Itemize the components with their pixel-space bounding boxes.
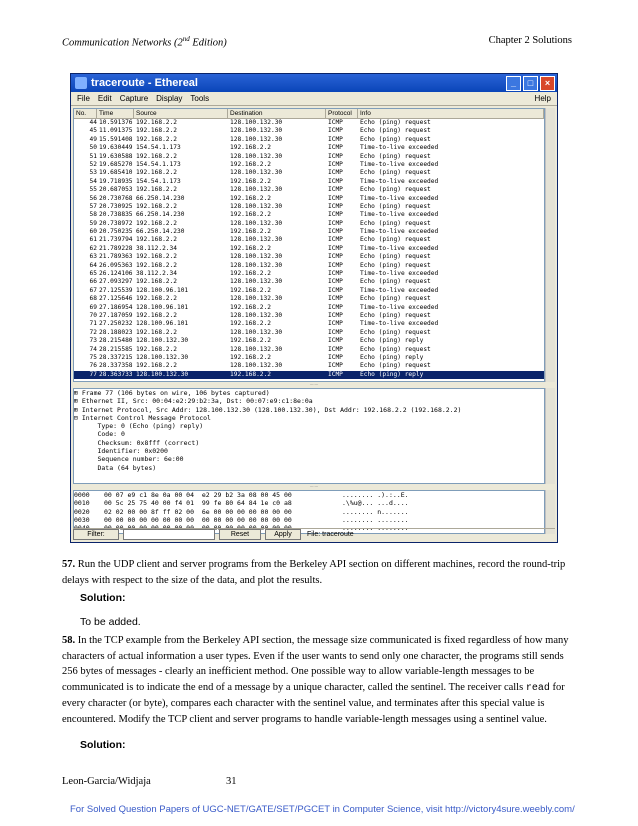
packet-proto: ICMP bbox=[328, 345, 343, 353]
packet-row[interactable] bbox=[74, 178, 544, 186]
packet-details-pane bbox=[73, 388, 545, 484]
hex-off: 0030 bbox=[74, 515, 90, 524]
packet-src: 128.100.132.30 bbox=[136, 353, 189, 361]
packet-info: Time-to-live exceeded bbox=[360, 270, 439, 278]
packet-info: Time-to-live exceeded bbox=[360, 144, 439, 152]
details-scrollbar[interactable] bbox=[545, 388, 555, 484]
packet-no: 57 bbox=[89, 202, 97, 210]
hex-hex: 00 00 bbox=[115, 524, 222, 533]
packet-src: 192.168.2.2 bbox=[136, 186, 177, 194]
close-icon[interactable]: × bbox=[540, 76, 555, 91]
detail-tree-item[interactable]: Checksum: 0x8fff (correct) bbox=[74, 438, 200, 447]
packet-info: Echo (ping) request bbox=[360, 261, 431, 269]
packet-time: 28.337358 bbox=[99, 362, 133, 370]
packet-dst: 192.168.2.2 bbox=[230, 160, 271, 168]
packet-no: 64 bbox=[89, 261, 97, 269]
packet-dst: 128.100.132.30 bbox=[230, 236, 283, 244]
packet-src: 192.168.2.2 bbox=[136, 278, 177, 286]
packet-info: Echo (ping) request bbox=[360, 219, 431, 227]
packet-time: 27.125539 bbox=[99, 286, 133, 294]
packet-no: 70 bbox=[89, 311, 97, 319]
packet-dst: 192.168.2.2 bbox=[230, 211, 271, 219]
packet-src: 192.168.2.2 bbox=[136, 295, 177, 303]
packet-info: Time-to-live exceeded bbox=[360, 286, 439, 294]
packet-dst: 128.100.132.30 bbox=[230, 169, 283, 177]
packet-time: 15.591408 bbox=[99, 135, 133, 143]
packet-time: 27.187059 bbox=[99, 311, 133, 319]
packet-info: Echo (ping) request bbox=[360, 236, 431, 244]
packet-proto: ICMP bbox=[328, 228, 343, 236]
packet-src: 192.168.2.2 bbox=[136, 219, 177, 227]
column-header-source[interactable]: Source bbox=[134, 109, 228, 118]
packet-dst: 128.100.132.30 bbox=[230, 362, 283, 370]
packet-proto: ICMP bbox=[328, 311, 343, 319]
packet-info: Echo (ping) request bbox=[360, 295, 431, 303]
packet-time: 20.730925 bbox=[99, 202, 133, 210]
packet-src: 192.168.2.2 bbox=[136, 119, 177, 126]
packet-info: Time-to-live exceeded bbox=[360, 211, 439, 219]
column-header-no[interactable]: No. bbox=[74, 109, 97, 118]
packet-dst: 128.100.132.30 bbox=[230, 261, 283, 269]
packet-info: Time-to-live exceeded bbox=[360, 303, 439, 311]
packet-dst: 192.168.2.2 bbox=[230, 286, 271, 294]
hex-row bbox=[74, 508, 544, 516]
hex-off: 0020 bbox=[74, 507, 90, 516]
packet-no: 51 bbox=[89, 152, 97, 160]
window-title: traceroute - Ethereal bbox=[91, 77, 198, 89]
packet-proto: ICMP bbox=[328, 236, 343, 244]
packet-src: 192.168.2.2 bbox=[136, 311, 177, 319]
ethereal-window bbox=[70, 73, 558, 543]
packet-row[interactable] bbox=[74, 161, 544, 169]
packet-row[interactable] bbox=[74, 186, 544, 194]
packet-dst: 128.100.132.30 bbox=[230, 119, 283, 126]
packet-time: 19.685270 bbox=[99, 160, 133, 168]
pane-splitter-2[interactable]: ....... bbox=[73, 485, 555, 489]
menu-help[interactable]: Help bbox=[534, 94, 551, 103]
footer-page-number: 31 bbox=[226, 776, 237, 787]
packet-info: Echo (ping) request bbox=[360, 169, 431, 177]
packet-dst: 128.100.132.30 bbox=[230, 328, 283, 336]
question-58-text-a: In the TCP example from the Berkeley API section, the message size communicated is fixed regardless of how many characters of actual information a user types. Even if the user wants to send only one character, the programs still sends 256 bytes of messages - clearly an inefficient method. One possible way to allow variable-length messages to be communicated is to indicate the end of a message by a unique character, called the sentinel. The receiver calls bbox=[62, 635, 569, 693]
menu-tools[interactable]: Tools bbox=[190, 94, 210, 103]
packet-time: 28.215585 bbox=[99, 345, 133, 353]
packet-info: Time-to-live exceeded bbox=[360, 160, 439, 168]
packet-time: 27.250232 bbox=[99, 320, 133, 328]
packet-time: 20.738835 bbox=[99, 211, 133, 219]
packet-proto: ICMP bbox=[328, 244, 343, 252]
packet-row[interactable] bbox=[74, 346, 544, 354]
packet-time: 26.095363 bbox=[99, 261, 133, 269]
packet-dst: 192.168.2.2 bbox=[230, 270, 271, 278]
packet-info: Echo (ping) reply bbox=[360, 353, 424, 361]
packet-row[interactable] bbox=[74, 153, 544, 161]
packet-no: 75 bbox=[89, 353, 97, 361]
packet-dst: 128.100.132.30 bbox=[230, 295, 283, 303]
packet-dst: 192.168.2.2 bbox=[230, 244, 271, 252]
packet-row[interactable] bbox=[74, 127, 544, 135]
hex-hex: 00 00 00 00 00 00 00 00 00 00 00 00 00 00 00 00 bbox=[104, 515, 292, 524]
packet-time: 11.091375 bbox=[99, 127, 133, 135]
menu-capture[interactable]: Capture bbox=[119, 94, 149, 103]
packet-row[interactable] bbox=[74, 169, 544, 177]
packet-dst: 128.100.132.30 bbox=[230, 202, 283, 210]
packet-dst: 128.100.132.30 bbox=[230, 278, 283, 286]
packet-proto: ICMP bbox=[328, 320, 343, 328]
hex-hex: 00 07 e9 c1 8e 0a 00 04 e2 29 b2 3a 08 00 45 00 bbox=[104, 491, 292, 499]
packet-time: 20.738972 bbox=[99, 219, 133, 227]
solution-57-text: To be added. bbox=[80, 616, 141, 628]
packet-proto: ICMP bbox=[328, 295, 343, 303]
packet-row[interactable] bbox=[74, 312, 544, 320]
packet-no: 71 bbox=[89, 320, 97, 328]
packet-info: Echo (ping) reply bbox=[360, 370, 424, 378]
packet-row[interactable] bbox=[74, 362, 544, 370]
question-58 bbox=[62, 633, 576, 727]
packet-no: 54 bbox=[89, 177, 97, 185]
packet-src: 154.54.1.173 bbox=[136, 144, 181, 152]
packet-info: Echo (ping) request bbox=[360, 152, 431, 160]
packet-src: 192.168.2.2 bbox=[136, 328, 177, 336]
packet-proto: ICMP bbox=[328, 261, 343, 269]
packet-dst: 192.168.2.2 bbox=[230, 144, 271, 152]
packet-row[interactable] bbox=[74, 236, 544, 244]
packet-info: Time-to-live exceeded bbox=[360, 244, 439, 252]
packet-info: Echo (ping) request bbox=[360, 362, 431, 370]
hex-ascii: ........ n....... bbox=[342, 507, 409, 516]
ethereal-app-icon bbox=[75, 77, 87, 89]
reset-button[interactable]: Reset bbox=[219, 529, 261, 540]
packet-proto: ICMP bbox=[328, 211, 343, 219]
question-57-text: Run the UDP client and server programs from the Berkeley API section on different machines, record the round-trip delays with respect to the size of the data, and plot the results. bbox=[62, 559, 566, 586]
filter-button[interactable]: Filter: bbox=[73, 529, 119, 540]
packet-dst: 192.168.2.2 bbox=[230, 370, 271, 378]
packet-src: 192.168.2.2 bbox=[136, 345, 177, 353]
packet-no: 61 bbox=[89, 236, 97, 244]
hex-ascii: .\%u@... ...d.... bbox=[342, 499, 409, 508]
packet-dst: 128.100.132.30 bbox=[230, 219, 283, 227]
packet-row[interactable] bbox=[74, 220, 544, 228]
packet-row[interactable] bbox=[74, 203, 544, 211]
packet-src: 192.168.2.2 bbox=[136, 253, 177, 261]
packet-proto: ICMP bbox=[328, 186, 343, 194]
packet-proto: ICMP bbox=[328, 328, 343, 336]
packet-dst: 192.168.2.2 bbox=[230, 320, 271, 328]
packet-src: 38.112.2.34 bbox=[136, 244, 177, 252]
hex-hex: 00 5c 25 75 40 00 f4 01 99 fe 80 64 84 1e c0 a8 bbox=[104, 499, 292, 508]
packet-info: Echo (ping) request bbox=[360, 127, 431, 135]
apply-button[interactable]: Apply bbox=[265, 529, 301, 540]
packet-info: Echo (ping) request bbox=[360, 135, 431, 143]
packet-dst: 192.168.2.2 bbox=[230, 337, 271, 345]
packet-info: Echo (ping) request bbox=[360, 328, 431, 336]
packet-src: 66.250.14.230 bbox=[136, 228, 185, 236]
packet-info: Time-to-live exceeded bbox=[360, 177, 439, 185]
packet-no: 60 bbox=[89, 228, 97, 236]
hex-row bbox=[74, 516, 544, 524]
hex-rows bbox=[74, 491, 544, 532]
detail-tree-item[interactable]: Code: 0 bbox=[74, 430, 125, 439]
packet-src: 128.100.96.101 bbox=[136, 303, 189, 311]
footer-author: Leon-Garcia/Widjaja bbox=[62, 776, 151, 787]
packet-dst: 128.100.132.30 bbox=[230, 345, 283, 353]
packet-no: 62 bbox=[89, 244, 97, 252]
packet-no: 53 bbox=[89, 169, 97, 177]
packet-no: 77 bbox=[89, 370, 97, 378]
hex-ascii: ........ ........ bbox=[342, 515, 409, 524]
hex-ascii: ........ ........ bbox=[342, 524, 409, 533]
footer-banner[interactable]: For Solved Question Papers of UGC-NET/GATE/SET/PGCET in Computer Science, visit http://victory4sure.weebly.com/ bbox=[70, 804, 575, 815]
packet-no: 73 bbox=[89, 337, 97, 345]
packet-proto: ICMP bbox=[328, 370, 343, 378]
packet-proto: ICMP bbox=[328, 202, 343, 210]
column-header-time[interactable]: Time bbox=[97, 109, 134, 118]
packet-proto: ICMP bbox=[328, 177, 343, 185]
packet-src: 128.100.132.30 bbox=[136, 370, 189, 378]
packet-proto: ICMP bbox=[328, 286, 343, 294]
packet-dst: 128.100.132.30 bbox=[230, 152, 283, 160]
packet-dst: 192.168.2.2 bbox=[230, 228, 271, 236]
packet-time: 27.125646 bbox=[99, 295, 133, 303]
packet-time: 21.789228 bbox=[99, 244, 133, 252]
packet-proto: ICMP bbox=[328, 152, 343, 160]
packet-time: 27.186954 bbox=[99, 303, 133, 311]
status-file: File: traceroute bbox=[307, 531, 354, 538]
hex-ascii: ........ .).:..E. bbox=[342, 491, 409, 499]
packet-no: 50 bbox=[89, 144, 97, 152]
detail-tree-item[interactable]: Data (64 bytes) bbox=[74, 463, 157, 472]
packet-no: 55 bbox=[89, 186, 97, 194]
packet-proto: ICMP bbox=[328, 362, 343, 370]
packet-row[interactable] bbox=[74, 136, 544, 144]
packet-proto: ICMP bbox=[328, 278, 343, 286]
packet-time: 21.789363 bbox=[99, 253, 133, 261]
detail-tree-item[interactable]: ⊞ Ethernet II, Src: 00:04:e2:29:b2:3a, Dst: 00:07:e9:c1:8e:0a bbox=[74, 397, 313, 406]
packet-row[interactable] bbox=[74, 320, 544, 328]
hex-row bbox=[74, 491, 544, 499]
packet-no: 66 bbox=[89, 278, 97, 286]
packet-no: 58 bbox=[89, 211, 97, 219]
window-titlebar[interactable] bbox=[71, 74, 557, 92]
hex-hex: 02 02 00 00 8f ff 02 00 6e 00 00 00 00 00 00 00 bbox=[104, 507, 292, 516]
packet-no: 59 bbox=[89, 219, 97, 227]
packet-dst: 128.100.132.30 bbox=[230, 127, 283, 135]
solution-58-label: Solution: bbox=[80, 739, 126, 751]
packet-proto: ICMP bbox=[328, 169, 343, 177]
packet-row[interactable] bbox=[74, 295, 544, 303]
packet-row[interactable] bbox=[74, 304, 544, 312]
packet-time: 19.718935 bbox=[99, 177, 133, 185]
packet-row[interactable] bbox=[74, 228, 544, 236]
packet-proto: ICMP bbox=[328, 194, 343, 202]
status-bar bbox=[73, 528, 555, 540]
packet-no: 69 bbox=[89, 303, 97, 311]
menu-display[interactable]: Display bbox=[156, 94, 183, 103]
packet-time: 20.687053 bbox=[99, 186, 133, 194]
packet-info: Echo (ping) reply bbox=[360, 337, 424, 345]
packet-info: Echo (ping) request bbox=[360, 345, 431, 353]
packet-proto: ICMP bbox=[328, 337, 343, 345]
packet-no: 49 bbox=[89, 135, 97, 143]
packet-row[interactable] bbox=[74, 329, 544, 337]
packet-src: 192.168.2.2 bbox=[136, 362, 177, 370]
packet-src: 38.112.2.34 bbox=[136, 270, 177, 278]
packet-time: 28.337215 bbox=[99, 353, 133, 361]
packet-no: 45 bbox=[89, 127, 97, 135]
packet-src: 192.168.2.2 bbox=[136, 202, 177, 210]
packet-src: 154.54.1.173 bbox=[136, 160, 181, 168]
packet-row[interactable] bbox=[74, 287, 544, 295]
packet-proto: ICMP bbox=[328, 253, 343, 261]
column-header-destination[interactable]: Destination bbox=[228, 109, 326, 118]
packet-row[interactable] bbox=[74, 253, 544, 261]
packet-info: Time-to-live exceeded bbox=[360, 228, 439, 236]
packet-proto: ICMP bbox=[328, 127, 343, 135]
packet-proto: ICMP bbox=[328, 119, 343, 126]
packet-proto: ICMP bbox=[328, 303, 343, 311]
minimize-icon[interactable]: _ bbox=[506, 76, 521, 91]
page-header-left: Communication Networks (2nd Edition) bbox=[62, 35, 227, 49]
packet-proto: ICMP bbox=[328, 144, 343, 152]
packet-src: 192.168.2.2 bbox=[136, 261, 177, 269]
packet-list-header bbox=[74, 109, 544, 119]
hex-row bbox=[74, 499, 544, 507]
hex-off: 0010 bbox=[74, 499, 90, 508]
menu-edit[interactable]: Edit bbox=[97, 94, 112, 103]
packet-time: 20.750235 bbox=[99, 228, 133, 236]
packet-row[interactable] bbox=[74, 262, 544, 270]
packet-no: 65 bbox=[89, 270, 97, 278]
detail-tree-item[interactable]: Identifier: 0x0200 bbox=[74, 447, 168, 456]
packet-dst: 192.168.2.2 bbox=[230, 194, 271, 202]
packet-time: 28.215480 bbox=[99, 337, 133, 345]
solution-57-label: Solution: bbox=[80, 592, 126, 604]
packet-row[interactable] bbox=[74, 337, 544, 345]
packet-time: 10.591376 bbox=[99, 119, 133, 126]
question-57-number: 57. bbox=[62, 559, 76, 570]
packet-row[interactable] bbox=[74, 270, 544, 278]
question-57 bbox=[62, 557, 576, 588]
packet-row[interactable] bbox=[74, 278, 544, 286]
column-header-info[interactable]: Info bbox=[358, 109, 544, 118]
packet-info: Time-to-live exceeded bbox=[360, 194, 439, 202]
packet-dst: 192.168.2.2 bbox=[230, 303, 271, 311]
packet-info: Echo (ping) request bbox=[360, 253, 431, 261]
question-58-number: 58. bbox=[62, 635, 76, 646]
menu-file[interactable]: File bbox=[77, 94, 90, 103]
packet-dst: 128.100.132.30 bbox=[230, 253, 283, 261]
packet-src: 192.168.2.2 bbox=[136, 127, 177, 135]
packet-no: 68 bbox=[89, 295, 97, 303]
page-header-right: Chapter 2 Solutions bbox=[488, 35, 572, 46]
packet-list-pane bbox=[73, 108, 545, 382]
packet-time: 20.730768 bbox=[99, 194, 133, 202]
packet-src: 66.250.14.230 bbox=[136, 194, 185, 202]
packet-info: Echo (ping) request bbox=[360, 186, 431, 194]
detail-tree-item[interactable]: Sequence number: 6e:00 bbox=[74, 455, 184, 464]
question-58-code: read bbox=[525, 682, 550, 694]
packet-info: Echo (ping) request bbox=[360, 278, 431, 286]
packet-time: 19.630588 bbox=[99, 152, 133, 160]
menu-bar bbox=[71, 92, 557, 106]
packet-rows bbox=[74, 119, 544, 379]
packet-src: 154.54.1.173 bbox=[136, 177, 181, 185]
packet-src: 66.250.14.230 bbox=[136, 211, 185, 219]
packet-row[interactable] bbox=[74, 371, 544, 379]
packet-time: 21.739794 bbox=[99, 236, 133, 244]
packet-row[interactable] bbox=[74, 195, 544, 203]
packet-proto: ICMP bbox=[328, 160, 343, 168]
filter-input[interactable] bbox=[123, 529, 215, 540]
packet-src: 192.168.2.2 bbox=[136, 152, 177, 160]
detail-tree-item[interactable]: Type: 0 (Echo (ping) reply) bbox=[74, 422, 204, 431]
detail-tree-item[interactable]: ⊞ Internet Protocol, Src Addr: 128.100.132.30 (128.100.132.30), Dst Addr: 192.168.2.2 (192.168.2.2) bbox=[74, 405, 462, 414]
detail-tree-item[interactable]: ⊞ Frame 77 (106 bytes on wire, 106 bytes captured) bbox=[74, 389, 270, 397]
packet-list-scrollbar[interactable] bbox=[545, 108, 555, 382]
packet-dst: 192.168.2.2 bbox=[230, 177, 271, 185]
packet-info: Echo (ping) request bbox=[360, 119, 431, 126]
pane-splitter[interactable]: ....... bbox=[73, 383, 555, 387]
packet-info: Echo (ping) request bbox=[360, 311, 431, 319]
packet-time: 28.188023 bbox=[99, 328, 133, 336]
packet-dst: 128.100.132.30 bbox=[230, 135, 283, 143]
packet-proto: ICMP bbox=[328, 219, 343, 227]
packet-src: 128.100.132.30 bbox=[136, 337, 189, 345]
packet-proto: ICMP bbox=[328, 270, 343, 278]
packet-no: 44 bbox=[89, 119, 97, 126]
packet-row[interactable] bbox=[74, 144, 544, 152]
packet-no: 67 bbox=[89, 286, 97, 294]
packet-dst: 128.100.132.30 bbox=[230, 311, 283, 319]
packet-proto: ICMP bbox=[328, 135, 343, 143]
question-58-text-b: for every character (or byte), compares each character with the sentinel value, and terminates after this special value is encountered. Modify the TCP client and server programs to handle variable-length messages using a sentinel value. bbox=[62, 681, 565, 725]
packet-row[interactable] bbox=[74, 354, 544, 362]
packet-no: 74 bbox=[89, 345, 97, 353]
packet-row[interactable] bbox=[74, 245, 544, 253]
packet-info: Time-to-live exceeded bbox=[360, 320, 439, 328]
packet-info: Echo (ping) request bbox=[360, 202, 431, 210]
packet-src: 128.100.96.101 bbox=[136, 286, 189, 294]
packet-no: 56 bbox=[89, 194, 97, 202]
packet-no: 52 bbox=[89, 160, 97, 168]
packet-src: 192.168.2.2 bbox=[136, 236, 177, 244]
packet-row[interactable] bbox=[74, 119, 544, 127]
detail-rows bbox=[74, 389, 544, 472]
packet-src: 192.168.2.2 bbox=[136, 135, 177, 143]
packet-proto: ICMP bbox=[328, 353, 343, 361]
packet-time: 19.630449 bbox=[99, 144, 133, 152]
packet-no: 63 bbox=[89, 253, 97, 261]
packet-time: 19.685410 bbox=[99, 169, 133, 177]
packet-no: 72 bbox=[89, 328, 97, 336]
hex-off: 0000 bbox=[74, 491, 90, 499]
packet-dst: 192.168.2.2 bbox=[230, 353, 271, 361]
packet-time: 26.124106 bbox=[99, 270, 133, 278]
maximize-icon[interactable]: □ bbox=[523, 76, 538, 91]
packet-src: 128.100.96.101 bbox=[136, 320, 189, 328]
packet-time: 28.363733 bbox=[99, 370, 133, 378]
packet-src: 192.168.2.2 bbox=[136, 169, 177, 177]
detail-tree-item[interactable]: ⊟ Internet Control Message Protocol bbox=[74, 413, 211, 422]
packet-row[interactable] bbox=[74, 211, 544, 219]
packet-time: 27.093297 bbox=[99, 278, 133, 286]
packet-dst: 128.100.132.30 bbox=[230, 186, 283, 194]
column-header-protocol[interactable]: Protocol bbox=[326, 109, 358, 118]
packet-no: 76 bbox=[89, 362, 97, 370]
